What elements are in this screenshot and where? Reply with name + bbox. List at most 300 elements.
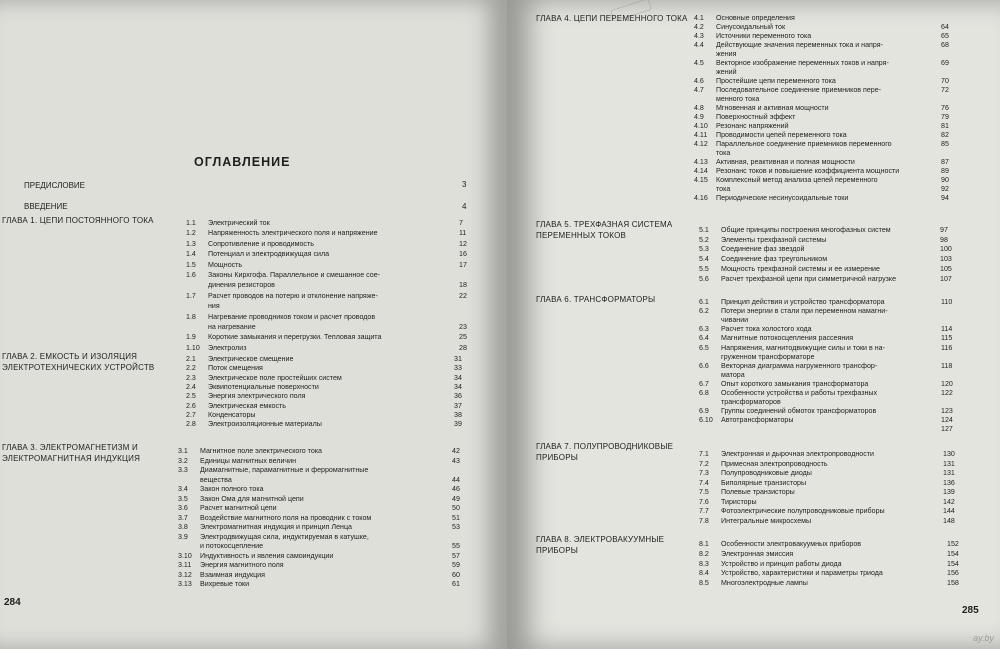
- toc-entry-page: 89: [941, 167, 949, 175]
- toc-entry-page: 49: [452, 494, 460, 503]
- toc-entry-page: 115: [941, 334, 953, 343]
- toc-entry: [178, 533, 369, 541]
- toc-entry-title: Диамагнитные, парамагнитные и ферромагнитные: [200, 466, 369, 474]
- toc-entry-page: 60: [452, 570, 460, 579]
- toc-entry-title: Проводимости цепей переменного тока: [716, 131, 847, 139]
- toc-entry: [178, 580, 460, 588]
- toc-entry-page: 38: [454, 410, 462, 419]
- toc-entry-page: 158: [947, 579, 959, 588]
- toc-entry-number: 4.4: [694, 41, 704, 49]
- toc-entry-number: 4.2: [694, 23, 704, 31]
- toc-entry-page: 110: [941, 298, 953, 306]
- toc-entry-title: тока: [716, 149, 731, 157]
- toc-entry-page: 107: [940, 274, 952, 283]
- toc-entry-page: 25: [459, 333, 467, 342]
- toc-entry: [699, 343, 953, 352]
- toc-entry-page: 12: [459, 239, 467, 248]
- toc-entry: [694, 41, 949, 49]
- toc-entry-number: 1.8: [186, 312, 196, 321]
- toc-entry-title: Устройство и принцип работы диода: [721, 559, 842, 568]
- toc-entry-page: 55: [452, 542, 460, 550]
- toc-entry-page: 36: [454, 392, 462, 401]
- toc-entry-page: 61: [452, 580, 460, 588]
- toc-entry: [186, 364, 462, 373]
- toc-entry-number: 5.2: [699, 235, 709, 244]
- toc-entry-title: Соединение фаз треугольником: [721, 255, 828, 264]
- toc-entry: [699, 559, 959, 568]
- toc-entry-page: 57: [452, 551, 460, 560]
- toc-entry-title: Воздействие магнитного поля на проводник с током: [200, 513, 372, 522]
- toc-entry: [699, 226, 948, 234]
- toc-entry: [699, 334, 953, 343]
- toc-entry: [694, 149, 730, 157]
- toc-entry-number: 7.5: [699, 488, 709, 496]
- toc-entry-title: Взаимная индукция: [200, 570, 265, 579]
- toc-entry-title: Устройство, характеристики и параметры триода: [721, 569, 883, 578]
- toc-entry-title: Электролиз: [208, 343, 247, 352]
- toc-entry: [178, 561, 460, 569]
- toc-entry-title: Электрическая емкость: [208, 401, 286, 410]
- toc-entry-page: 68: [941, 41, 949, 49]
- toc-entry: [699, 245, 952, 254]
- toc-entry: [694, 194, 949, 202]
- toc-entry: [694, 23, 949, 31]
- toc-entry: [694, 77, 949, 85]
- toc-entry-title: чивании: [721, 316, 749, 325]
- toc-entry-number: 3.6: [178, 504, 188, 512]
- toc-entry-page: 144: [943, 507, 955, 515]
- toc-entry-page: 98: [940, 235, 948, 244]
- toc-entry-page: 39: [454, 420, 462, 429]
- toc-entry: [186, 323, 467, 331]
- toc-entry-page: 130: [943, 450, 955, 458]
- toc-entry-number: 4.5: [694, 59, 704, 67]
- toc-entry: [694, 167, 949, 175]
- toc-entry-page: 154: [947, 559, 959, 568]
- toc-entry-page: 103: [940, 255, 952, 264]
- toc-entry-title: Опыт короткого замыкания трансформатора: [721, 379, 869, 388]
- toc-entry-page: 23: [459, 323, 467, 331]
- toc-entry-number: 3.10: [178, 551, 192, 560]
- toc-entry-page: 94: [941, 194, 949, 202]
- toc-entry-number: 1.2: [186, 229, 196, 238]
- toc-entry-page: 42: [452, 447, 460, 455]
- toc-entry-page: 105: [940, 264, 952, 273]
- toc-entry-title: Индуктивность и явления самоиндукции: [200, 551, 334, 560]
- toc-entry-title: Нагревание проводников током и расчет проводов: [208, 312, 376, 321]
- toc-entry: [694, 185, 949, 193]
- toc-entry: [178, 456, 460, 465]
- toc-entry: [699, 507, 955, 515]
- toc-entry-number: 5.3: [699, 245, 709, 254]
- toc-entry-number: 1.9: [186, 333, 196, 342]
- toc-entry-number: 5.4: [699, 255, 709, 264]
- toc-entry-title: Основные определения: [716, 14, 795, 22]
- toc-entry-number: 1.5: [186, 260, 196, 269]
- toc-entry-page: 44: [452, 475, 460, 484]
- toc-entry: [694, 158, 949, 166]
- toc-entry: [178, 570, 460, 579]
- toc-entry-page: 131: [943, 469, 955, 477]
- right-page-number: 285: [962, 605, 979, 616]
- toc-entry: [186, 420, 462, 429]
- toc-entry-title: Электрический ток: [208, 219, 270, 227]
- toc-entry-number: 5.1: [699, 226, 709, 234]
- toc-entry-page: 31: [454, 355, 462, 363]
- toc-entry: [699, 361, 953, 370]
- toc-entry-number: 4.7: [694, 86, 704, 94]
- toc-entry-number: 6.5: [699, 343, 709, 352]
- toc-entry-number: 2.7: [186, 410, 196, 419]
- toc-entry-title: Сопротивление и проводимость: [208, 239, 314, 248]
- toc-entry-title: на нагревание: [208, 323, 256, 331]
- toc-entry: [178, 513, 460, 522]
- toc-entry-title: Полевые транзисторы: [721, 488, 795, 496]
- toc-entry-title: Комплексный метод анализа цепей переменного: [716, 176, 878, 184]
- toc-entry: [178, 447, 460, 455]
- toc-entry-number: 2.1: [186, 355, 196, 363]
- toc-entry-title: Энергия магнитного поля: [200, 561, 284, 569]
- toc-entry-title: динения резисторов: [208, 281, 275, 290]
- toc-entry-title: Потенциал и электродвижущая сила: [208, 250, 330, 259]
- toc-entry: [699, 255, 952, 264]
- toc-entry-number: 1.6: [186, 271, 196, 279]
- toc-entry-title: Электрическое поле простейших систем: [208, 373, 342, 382]
- toc-entry-title: Электрическое смещение: [208, 355, 294, 363]
- toc-entry-title: трансформаторов: [721, 398, 781, 407]
- toc-entry-title: Короткие замыкания и перегрузки. Тепловая защита: [208, 333, 382, 342]
- toc-entry-title: Последовательное соединение приемников пере-: [716, 86, 882, 94]
- toc-entry-page: 122: [941, 389, 953, 397]
- toc-entry: [699, 371, 745, 379]
- left-page-number: 284: [4, 597, 21, 608]
- toc-entry-title: Особенности электровакуумных приборов: [721, 540, 862, 548]
- toc-entry: [699, 353, 814, 361]
- toc-entry-number: 4.16: [694, 194, 708, 202]
- toc-entry-title: Параллельное соединение приемников переменного: [716, 140, 892, 148]
- toc-entry: [178, 523, 460, 531]
- preface-label: ПРЕДИСЛОВИЕ: [24, 181, 85, 190]
- toc-entry-number: 7.4: [699, 478, 709, 487]
- toc-entry: [699, 425, 953, 434]
- toc-entry-number: 8.3: [699, 559, 709, 568]
- toc-entry-page: 65: [941, 32, 949, 40]
- toc-entry-title: Мощность трехфазной системы и ее измерение: [721, 264, 880, 273]
- toc-entry-page: 22: [459, 291, 467, 300]
- toc-entry-number: 5.6: [699, 274, 709, 283]
- toc-entry: [186, 229, 467, 238]
- toc-entry-title: Электронная и дырочная электропроводности: [721, 450, 874, 458]
- toc-entry-title: Электроизоляционные материалы: [208, 420, 322, 429]
- toc-entry: [699, 540, 959, 548]
- toc-entry-title: Поверхностный эффект: [716, 113, 796, 121]
- toc-entry-page: 127: [941, 425, 953, 434]
- toc-entry-page: 156: [947, 569, 959, 578]
- toc-entry: [699, 235, 948, 244]
- toc-entry-title: Источники переменного тока: [716, 32, 812, 40]
- toc-entry-page: 70: [941, 77, 949, 85]
- toc-entry: [186, 382, 462, 391]
- toc-entry-number: 4.3: [694, 32, 704, 40]
- chapter-3-title: ГЛАВА 3. ЭЛЕКТРОМАГНЕТИЗМ И ЭЛЕКТРОМАГНИТНАЯ ИНДУКЦИЯ: [2, 443, 141, 463]
- toc-entry-number: 6.2: [699, 307, 709, 316]
- toc-entry-number: 3.8: [178, 523, 188, 531]
- toc-entry-number: 2.4: [186, 382, 196, 391]
- toc-entry-title: Общие принципы построения многофазных систем: [721, 226, 891, 234]
- toc-entry-page: 37: [454, 401, 462, 410]
- toc-entry: [694, 95, 759, 103]
- toc-entry-title: тока: [716, 185, 731, 193]
- chapter-1-title: ГЛАВА 1. ЦЕПИ ПОСТОЯННОГО ТОКА: [2, 216, 154, 225]
- toc-entry-page: 79: [941, 113, 949, 121]
- toc-entry: [186, 410, 462, 419]
- toc-entry: [178, 542, 460, 550]
- toc-entry-page: 85: [941, 140, 949, 148]
- toc-entry: [186, 219, 463, 227]
- toc-entry-number: 7.2: [699, 459, 709, 468]
- toc-entry-title: жения: [716, 50, 737, 58]
- toc-entry-page: 142: [943, 497, 955, 506]
- toc-entry: [178, 551, 460, 560]
- toc-entry: [186, 355, 462, 363]
- toc-entry-title: Простейшие цепи переменного тока: [716, 77, 836, 85]
- toc-entry-title: Электронная эмиссия: [721, 549, 794, 558]
- toc-entry: [178, 504, 460, 512]
- toc-entry-number: 8.4: [699, 569, 709, 578]
- toc-entry-page: 50: [452, 504, 460, 512]
- toc-entry-page: 92: [941, 185, 949, 193]
- toc-entry-page: 131: [943, 459, 955, 468]
- toc-entry-title: жений: [716, 68, 737, 76]
- toc-entry-number: 2.3: [186, 373, 196, 382]
- toc-entry-number: 7.1: [699, 450, 709, 458]
- toc-entry: [699, 398, 781, 406]
- toc-entry: [186, 333, 467, 342]
- toc-entry: [694, 104, 949, 112]
- toc-entry-title: менного тока: [716, 95, 760, 103]
- toc-entry-page: 16: [459, 250, 467, 259]
- page-title: ОГЛАВЛЕНИЕ: [194, 155, 291, 169]
- toc-entry: [699, 549, 959, 558]
- toc-entry: [699, 325, 953, 334]
- toc-entry-title: Единицы магнитных величин: [200, 456, 296, 465]
- toc-entry: [186, 250, 467, 259]
- toc-entry-title: Группы соединений обмоток трансформаторов: [721, 407, 877, 416]
- toc-entry-number: 2.5: [186, 392, 196, 401]
- toc-entry-number: 8.2: [699, 549, 709, 558]
- toc-entry: [694, 131, 949, 139]
- toc-entry-number: 6.10: [699, 416, 713, 425]
- toc-entry: [694, 113, 949, 121]
- toc-entry-title: Расчет проводов на потерю и отклонение напряже-: [208, 291, 378, 300]
- toc-entry-number: 5.5: [699, 264, 709, 273]
- toc-entry-number: 3.13: [178, 580, 192, 588]
- toc-entry-number: 4.9: [694, 113, 704, 121]
- toc-entry-page: 59: [452, 561, 460, 569]
- toc-entry-title: Синусоидальный ток: [716, 23, 786, 31]
- toc-entry-number: 6.6: [699, 361, 709, 370]
- toc-entry-page: 11: [459, 229, 467, 238]
- chapter-4-title: ГЛАВА 4. ЦЕПИ ПЕРЕМЕННОГО ТОКА: [536, 14, 688, 23]
- toc-entry-number: 1.1: [186, 219, 196, 227]
- toc-entry-number: 6.7: [699, 379, 709, 388]
- toc-entry-page: 136: [943, 478, 955, 487]
- toc-entry: [699, 298, 953, 306]
- toc-entry: [699, 274, 952, 283]
- toc-entry-number: 7.6: [699, 497, 709, 506]
- toc-entry-page: 148: [943, 516, 955, 525]
- toc-entry-title: Резонанс напряжений: [716, 122, 789, 130]
- toc-entry-title: Соединение фаз звездой: [721, 245, 805, 254]
- toc-entry-title: Векторное изображение переменных токов и напря-: [716, 59, 889, 67]
- toc-entry: [186, 271, 380, 279]
- toc-entry: [186, 260, 467, 269]
- toc-entry-number: 2.8: [186, 420, 196, 429]
- toc-entry-page: 17: [459, 260, 467, 269]
- toc-entry-title: Тиристоры: [721, 497, 757, 506]
- toc-entry: [694, 50, 736, 58]
- toc-entry-page: 90: [941, 176, 949, 184]
- toc-entry-page: 97: [940, 226, 948, 234]
- toc-entry: [178, 466, 368, 474]
- toc-entry-number: 6.3: [699, 325, 709, 334]
- toc-entry-page: 116: [941, 343, 953, 352]
- toc-entry-title: ния: [208, 302, 220, 311]
- toc-entry-number: 4.13: [694, 158, 708, 166]
- toc-entry-title: Принцип действия и устройство трансформатора: [721, 298, 885, 306]
- intro-label: ВВЕДЕНИЕ: [24, 202, 68, 211]
- toc-entry-number: 1.7: [186, 291, 196, 300]
- toc-entry-number: 7.7: [699, 507, 709, 515]
- toc-entry-title: Вихревые токи: [200, 580, 250, 588]
- chapter-7-title: ГЛАВА 7. ПОЛУПРОВОДНИКОВЫЕ ПРИБОРЫ: [536, 442, 674, 462]
- toc-entry-number: 6.8: [699, 389, 709, 397]
- toc-entry-page: 28: [459, 343, 467, 352]
- chapter-2-title: ГЛАВА 2. ЕМКОСТЬ И ИЗОЛЯЦИЯ ЭЛЕКТРОТЕХНИЧЕСКИХ УСТРОЙСТВ: [2, 352, 155, 372]
- toc-entry-title: Электромагнитная индукция и принцип Ленца: [200, 523, 352, 531]
- toc-entry-number: 4.10: [694, 122, 708, 130]
- toc-entry: [694, 176, 949, 184]
- right-page: [507, 0, 1000, 649]
- toc-entry-page: 100: [940, 245, 952, 254]
- toc-entry-page: 123: [941, 407, 953, 416]
- toc-entry-number: 2.2: [186, 364, 196, 373]
- toc-entry-title: Мощность: [208, 260, 243, 269]
- toc-entry: [186, 302, 220, 310]
- toc-entry: [186, 291, 467, 300]
- toc-entry: [186, 373, 462, 382]
- toc-entry-title: Законы Кирхгофа. Параллельное и смешанное сое-: [208, 271, 381, 279]
- toc-entry-page: 87: [941, 158, 949, 166]
- toc-entry: [699, 450, 955, 458]
- toc-entry-title: матора: [721, 370, 745, 379]
- toc-entry-number: 6.4: [699, 334, 709, 343]
- watermark: ay.by: [973, 633, 994, 643]
- toc-entry: [699, 264, 952, 273]
- toc-entry-number: 8.5: [699, 579, 709, 588]
- toc-entry-title: Автотрансформаторы: [721, 416, 794, 425]
- toc-entry: [699, 469, 955, 477]
- toc-entry-title: Потери энергии в стали при переменном намагни-: [721, 307, 888, 316]
- toc-entry-number: 3.12: [178, 570, 192, 579]
- toc-entry-number: 3.7: [178, 513, 188, 522]
- toc-entry-number: 3.1: [178, 447, 188, 455]
- toc-entry: [699, 459, 955, 468]
- toc-entry: [699, 569, 959, 578]
- toc-entry-number: 4.12: [694, 140, 708, 148]
- toc-entry-title: Действующие значения переменных тока и напря-: [716, 41, 883, 49]
- toc-entry-page: 51: [452, 513, 460, 522]
- toc-entry-page: 34: [454, 382, 462, 391]
- toc-entry-title: Напряженность электрического поля и напряжение: [208, 229, 378, 238]
- toc-entry-page: 53: [452, 523, 460, 531]
- toc-entry-number: 3.5: [178, 494, 188, 503]
- toc-entry-page: 43: [452, 456, 460, 465]
- toc-entry: [186, 343, 467, 352]
- toc-entry: [699, 497, 955, 506]
- toc-entry-title: Закон Ома для магнитной цепи: [200, 494, 304, 503]
- toc-entry-title: Примесная электропроводность: [721, 459, 828, 468]
- toc-entry-number: 3.2: [178, 456, 188, 465]
- toc-entry: [178, 494, 460, 503]
- toc-entry-page: 18: [459, 281, 467, 290]
- toc-entry-page: 33: [454, 364, 462, 373]
- toc-entry-number: 4.14: [694, 167, 708, 175]
- toc-entry-title: Элементы трехфазной системы: [721, 235, 827, 244]
- toc-entry-title: Фотоэлектрические полупроводниковые приборы: [721, 507, 885, 515]
- chapter-5-title: ГЛАВА 5. ТРЕХФАЗНАЯ СИСТЕМА ПЕРЕМЕННЫХ ТОКОВ: [536, 220, 673, 240]
- toc-entry-number: 1.3: [186, 239, 196, 248]
- toc-entry: [699, 516, 955, 525]
- toc-entry: [694, 122, 949, 130]
- toc-entry: [186, 392, 462, 401]
- toc-entry-page: 34: [454, 373, 462, 382]
- toc-entry-title: Магнитные потокосцепления рассеяния: [721, 334, 854, 343]
- toc-entry: [186, 239, 467, 248]
- toc-entry-title: Особенности устройства и работы трехфазных: [721, 389, 878, 397]
- toc-entry-title: Эквипотенциальные поверхности: [208, 382, 319, 391]
- toc-entry-page: 154: [947, 549, 959, 558]
- toc-entry-page: 82: [941, 131, 949, 139]
- toc-entry: [178, 475, 460, 484]
- toc-entry-title: Конденсаторы: [208, 410, 256, 419]
- toc-entry-title: Интегральные микросхемы: [721, 516, 812, 525]
- toc-entry: [186, 281, 467, 290]
- toc-entry: [694, 140, 949, 148]
- chapter-8-title: ГЛАВА 8. ЭЛЕКТРОВАКУУМНЫЕ ПРИБОРЫ: [536, 535, 665, 555]
- toc-entry: [178, 485, 460, 493]
- toc-entry-title: Полупроводниковые диоды: [721, 469, 812, 477]
- toc-entry-title: Мгновенная и активная мощности: [716, 104, 829, 112]
- toc-entry-page: 76: [941, 104, 949, 112]
- toc-entry-title: Многоэлектродные лампы: [721, 579, 808, 588]
- intro-page: 4: [462, 202, 467, 211]
- toc-entry: [699, 389, 953, 397]
- toc-entry: [699, 379, 953, 388]
- toc-entry-number: 8.1: [699, 540, 709, 548]
- toc-entry-title: Закон полного тока: [200, 485, 264, 493]
- toc-entry-number: 3.11: [178, 561, 192, 569]
- toc-entry-number: 4.15: [694, 176, 708, 184]
- toc-entry-page: 69: [941, 59, 949, 67]
- toc-entry-page: 152: [947, 540, 959, 548]
- toc-entry-number: 1.4: [186, 250, 196, 259]
- toc-entry-title: Магнитное поле электрического тока: [200, 447, 322, 455]
- toc-entry: [699, 579, 959, 588]
- toc-entry-page: 118: [941, 361, 953, 370]
- toc-entry: [699, 407, 953, 416]
- toc-entry-title: Активная, реактивная и полная мощности: [716, 158, 855, 166]
